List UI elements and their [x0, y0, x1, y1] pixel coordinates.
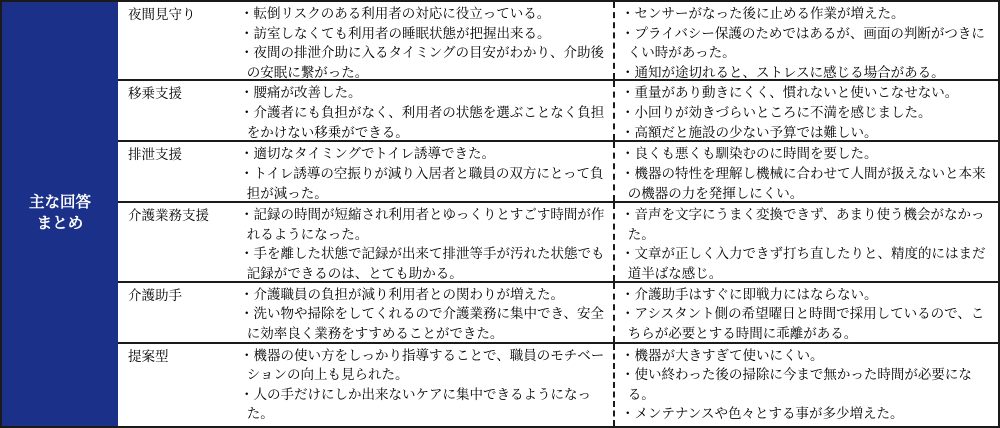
comment-item: ・機器の特性を理解し機械に合わせて人間が扱えないと本来の機器の力を発揮しにくい。 [621, 165, 986, 201]
comment-item: ・通知が途切れると、ストレスに感じる場合がある。 [621, 64, 945, 80]
negative-comments-cell [613, 142, 998, 201]
comment-item: ・メンテナンスや色々とする事が多少増えた。 [621, 406, 904, 422]
comment-item: ・使い終わった後の掃除に今まで無かった時間が必要になる。 [621, 367, 972, 402]
negative-comments-cell [613, 81, 998, 140]
comment-item: ・音声を文字にうまく変換できず、あまり使う機会がなかった。 [621, 207, 985, 242]
table-row [118, 201, 998, 280]
comment-item: ・重量があり動きにくく、慣れないと使いこなせない。 [621, 85, 959, 101]
negative-comments-cell [613, 203, 998, 280]
comment-item: ・手を離した状態で記録が出来て排泄等手が汚れた状態でも記録ができるのは、とても助かる。 [240, 246, 605, 282]
category-label: 移乗支援 [128, 86, 182, 102]
comment-item: ・文章が正しく入力できず打ち直したりと、精度的にはまだ道半ばな感じ。 [621, 246, 986, 282]
category-label: 夜間見守り [128, 7, 196, 22]
summary-sidebar [2, 2, 118, 426]
comment-item: ・センサーがなった後に止める作業が増えた。 [621, 6, 905, 21]
comment-item: ・高額だと施設の少ない予算では難しい。 [621, 124, 878, 140]
positive-comments-cell [238, 2, 613, 79]
comment-item: ・機器の使い方をしっかり指導することで、職員のモチベーションの向上も見られた。 [240, 347, 605, 383]
table-row [118, 342, 998, 426]
comment-item: ・訪室しなくても利用者の睡眠状態が把握出来る。 [240, 25, 551, 41]
category-label: 介護業務支援 [128, 208, 209, 224]
category-label: 介護助手 [128, 287, 182, 303]
sidebar-title [29, 193, 91, 235]
positive-comments-cell [238, 142, 613, 201]
table-row [118, 2, 998, 79]
negative-comments-cell [613, 2, 998, 79]
comment-item: ・介護者にも負担がなく、利用者の状態を選ぶことなく負担をかけない移乗ができる。 [240, 104, 605, 140]
negative-comments-cell [613, 283, 998, 342]
comment-item: ・小回りが効きづらいところに不満を感じました。 [621, 104, 932, 120]
comment-item: ・腰痛が改善した。 [240, 85, 362, 101]
comment-item: ・プライバシー保護のためではあるが、画面の判断がつきにくい時があった。 [621, 25, 985, 61]
category-label: 排泄支援 [128, 147, 182, 163]
comment-item: ・良くも悪くも馴染むのに時間を要した。 [621, 146, 878, 162]
comment-item: ・介護助手はすぐに即戦力にはならない。 [621, 286, 878, 302]
comment-item: ・機器が大きすぎて使いにくい。 [621, 347, 824, 363]
table-row [118, 79, 998, 140]
category-label: 提案型 [128, 348, 169, 364]
comment-item: ・適切なタイミングでトイレ誘導できた。 [240, 146, 496, 162]
comment-item: ・転倒リスクのある利用者の対応に役立っている。 [240, 6, 551, 21]
comment-item: ・夜間の排泄介助に入るタイミングの目安がわかり、介助後の安眠に繋がった。 [240, 45, 604, 80]
positive-comments-cell [238, 81, 613, 140]
positive-comments-cell [238, 283, 613, 342]
table-row [118, 140, 998, 201]
comment-item: ・洗い物や掃除をしてくれるので介護業務に集中でき、安全に効率良く業務をすすめることができた。 [240, 306, 604, 341]
comment-item: ・人の手だけにしか出来ないケアに集中できるようになった。 [240, 386, 591, 422]
positive-comments-cell [238, 344, 613, 426]
positive-comments-cell [238, 203, 613, 280]
comment-item: ・介護職員の負担が減り利用者との関わりが増えた。 [240, 286, 564, 302]
comment-item: ・アシスタント側の希望曜日と時間で採用しているので、こちらが必要とする時間に乖離がある。 [621, 306, 985, 341]
negative-comments-cell [613, 344, 998, 426]
comment-item: ・記録の時間が短縮され利用者とゆっくりとすごす時間が作れるようになった。 [240, 207, 605, 242]
table-row [118, 281, 998, 342]
feedback-table [118, 2, 998, 426]
sidebar-title-line2: まとめ [36, 215, 84, 232]
comment-item: ・トイレ誘導の空振りが減り入居者と職員の双方にとって負担が減った。 [240, 165, 604, 201]
sidebar-title-line1: 主な回答 [28, 194, 91, 212]
